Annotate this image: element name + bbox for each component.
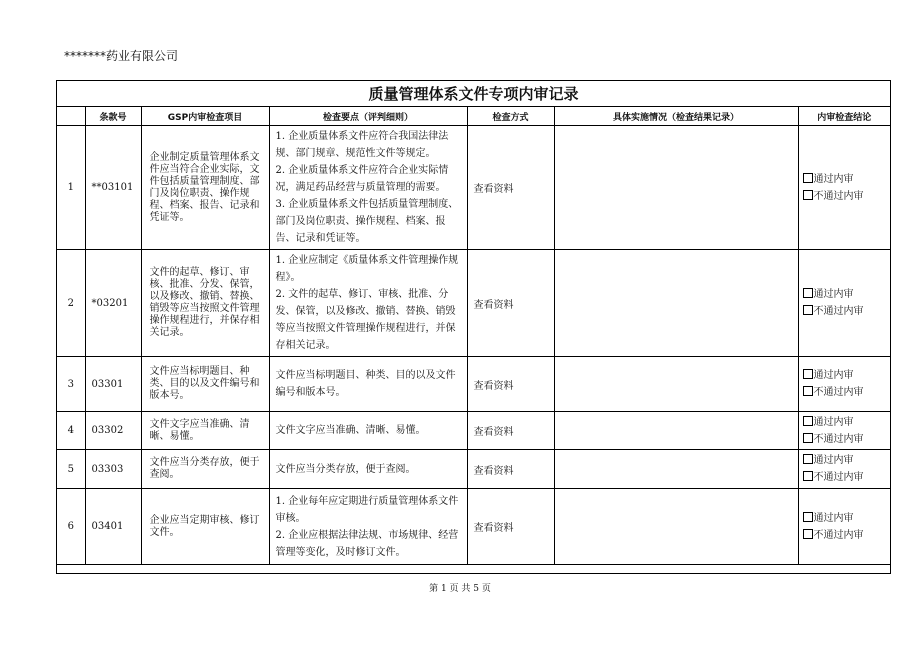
pass-option[interactable] (803, 452, 891, 469)
fail-option[interactable] (803, 527, 891, 544)
table-row (57, 357, 890, 412)
fail-option[interactable] (803, 188, 891, 205)
company-name: *******药业有限公司 (64, 49, 179, 63)
header-conclusion: 内审检查结论 (798, 107, 890, 126)
fail-option-label: 不通过内审 (813, 387, 864, 398)
audit-record-table (57, 81, 890, 565)
clause-code: 03301 (85, 357, 141, 412)
checkbox-icon[interactable] (803, 471, 813, 481)
implementation-result (554, 489, 798, 565)
implementation-result (554, 250, 798, 357)
pass-option[interactable] (803, 510, 891, 527)
fail-option[interactable] (803, 303, 891, 320)
check-method: 查看资料 (467, 250, 554, 357)
pass-option-label: 通过内审 (813, 289, 854, 300)
checkbox-icon[interactable] (803, 288, 813, 298)
audit-conclusion (798, 126, 890, 250)
table-row (57, 250, 890, 357)
check-item: 文件的起草、修订、审核、批准、分发、保管，以及修改、撤销、替换、销毁等应当按照文件管理操作规程进行，并保存相关记录。 (141, 250, 269, 357)
check-method: 查看资料 (467, 450, 554, 489)
pass-option-label: 通过内审 (813, 512, 854, 524)
fail-option[interactable] (803, 431, 891, 448)
check-point-line: 2. 文件的起草、修订、审核、批准、分发、保管，以及修改、撤销、替换、销毁等应当按照文件管理操作规程进行，并保存相关记录。 (275, 289, 456, 351)
header-method: 检查方式 (467, 107, 554, 126)
pass-option[interactable] (803, 171, 891, 188)
check-method: 查看资料 (467, 489, 554, 565)
row-index: 6 (57, 489, 85, 565)
table-title: 质量管理体系文件专项内审记录 (57, 81, 890, 107)
check-points (269, 250, 467, 357)
row-index: 5 (57, 450, 85, 489)
checkbox-icon[interactable] (803, 305, 813, 315)
row-index: 3 (57, 357, 85, 412)
implementation-result (554, 450, 798, 489)
check-points (269, 126, 467, 250)
fail-option[interactable] (803, 469, 891, 486)
check-point-line: 2. 企业应根据法律法规、市场规律、经营管理等变化，及时修订文件。 (275, 529, 459, 558)
check-item: 文件文字应当准确、清晰、易懂。 (141, 412, 269, 450)
header-points: 检查要点（评判细则） (269, 107, 467, 126)
audit-conclusion (798, 357, 890, 412)
check-points (269, 450, 467, 489)
checkbox-icon[interactable] (803, 529, 813, 539)
pass-option-label: 通过内审 (813, 370, 854, 381)
fail-option[interactable] (803, 384, 891, 401)
page-footer: 第 1 页 共 5 页 (429, 584, 491, 594)
check-point-line: 文件应当标明题目、种类、目的以及文件编号和版本号。 (275, 370, 456, 398)
audit-conclusion (798, 489, 890, 565)
check-item: 企业应当定期审核、修订文件。 (141, 489, 269, 565)
checkbox-icon[interactable] (803, 454, 813, 464)
check-point-line: 文件应当分类存放，便于查阅。 (275, 463, 416, 475)
check-points (269, 412, 467, 450)
checkbox-icon[interactable] (803, 416, 813, 426)
row-index: 4 (57, 412, 85, 450)
fail-option-label: 不通过内审 (813, 433, 864, 445)
check-item: 文件应当标明题目、种类、目的以及文件编号和版本号。 (141, 357, 269, 412)
header-impl: 具体实施情况（检查结果记录） (554, 107, 798, 126)
row-index: 2 (57, 250, 85, 357)
check-point-line: 1. 企业每年应定期进行质量管理体系文件审核。 (275, 495, 459, 524)
pass-option[interactable] (803, 414, 891, 431)
clause-code: 03302 (85, 412, 141, 450)
check-point-line: 3. 企业质量体系文件包括质量管理制度、部门及岗位职责、操作规程、档案、报告、记录和凭证等。 (275, 199, 459, 244)
header-index (57, 107, 85, 126)
checkbox-icon[interactable] (803, 433, 813, 443)
audit-conclusion (798, 250, 890, 357)
implementation-result (554, 412, 798, 450)
checkbox-icon[interactable] (803, 369, 813, 379)
header-item: GSP内审检查项目 (141, 107, 269, 126)
audit-conclusion (798, 450, 890, 489)
checkbox-icon[interactable] (803, 190, 813, 200)
check-method: 查看资料 (467, 357, 554, 412)
pass-option[interactable] (803, 286, 891, 303)
check-points (269, 357, 467, 412)
table-row (57, 489, 890, 565)
clause-code: 03401 (85, 489, 141, 565)
pass-option-label: 通过内审 (813, 416, 854, 428)
table-row (57, 126, 890, 250)
fail-option-label: 不通过内审 (813, 472, 864, 483)
pass-option-label: 通过内审 (813, 455, 854, 466)
checkbox-icon[interactable] (803, 512, 813, 522)
implementation-result (554, 126, 798, 250)
header-code: 条款号 (85, 107, 141, 126)
fail-option-label: 不通过内审 (813, 190, 864, 202)
check-method: 查看资料 (467, 412, 554, 450)
check-points (269, 489, 467, 565)
fail-option-label: 不通过内审 (813, 529, 864, 541)
implementation-result (554, 357, 798, 412)
check-point-line: 1. 企业质量体系文件应符合我国法律法规、部门规章、规范性文件等规定。 (275, 131, 449, 159)
pass-option-label: 通过内审 (813, 173, 854, 185)
checkbox-icon[interactable] (803, 386, 813, 396)
header-row (57, 107, 890, 126)
fail-option-label: 不通过内审 (813, 306, 864, 317)
audit-conclusion (798, 412, 890, 450)
clause-code: 03303 (85, 450, 141, 489)
check-point-line: 文件文字应当准确、清晰、易懂。 (275, 425, 426, 436)
checkbox-icon[interactable] (803, 173, 813, 183)
audit-record-table-frame (56, 80, 891, 574)
check-item: 企业制定质量管理体系文件应当符合企业实际，文件包括质量管理制度、部门及岗位职责、操作规程、档案、报告、记录和凭证等。 (141, 126, 269, 250)
table-row (57, 412, 890, 450)
check-method: 查看资料 (467, 126, 554, 250)
check-point-line: 1. 企业应制定《质量体系文件管理操作规程》。 (275, 255, 459, 283)
check-point-line: 2. 企业质量体系文件应符合企业实际情况，满足药品经营与质量管理的需要。 (275, 165, 449, 193)
table-row (57, 450, 890, 489)
pass-option[interactable] (803, 367, 891, 384)
clause-code: *03201 (85, 250, 141, 357)
clause-code: **03101 (85, 126, 141, 250)
check-item: 文件应当分类存放，便于查阅。 (141, 450, 269, 489)
row-index: 1 (57, 126, 85, 250)
